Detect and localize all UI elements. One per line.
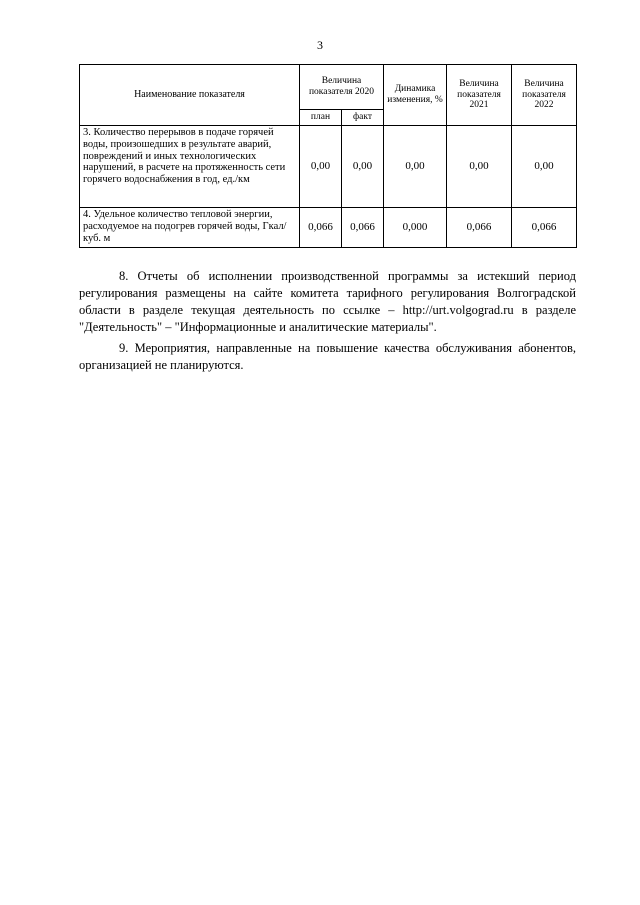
row-name: 3. Количество перерывов в подаче горячей воды, произошедших в результате аварий, повреждений и иных технологических нарушений, в расчете на протяженность сети горячего водоснабжения в год, ед./км xyxy=(80,126,300,208)
header-indicator-name: Наименование показателя xyxy=(80,65,300,126)
paragraph-8: 8. Отчеты об исполнении производственной программы за истекший период регулирования размещены на сайте комитета тарифного регулирования Волгоградской области в разделе текущая деятельность по ссылке – http://urt.volgograd.ru в разделе "Деятельность" – "Информационные и аналитические материалы". xyxy=(79,269,576,334)
header-value-2022: Величина показателя 2022 xyxy=(512,65,577,126)
cell-plan: 0,066 xyxy=(300,208,342,248)
cell-value-2021: 0,066 xyxy=(447,208,512,248)
cell-value-2022: 0,00 xyxy=(512,126,577,208)
cell-fact: 0,00 xyxy=(342,126,384,208)
cell-dynamics: 0,000 xyxy=(384,208,447,248)
cell-value-2021: 0,00 xyxy=(447,126,512,208)
table-row xyxy=(80,126,577,208)
row-name: 4. Удельное количество тепловой энергии, расходуемое на подогрев горячей воды, Гкал/куб. м xyxy=(80,208,300,248)
cell-dynamics: 0,00 xyxy=(384,126,447,208)
cell-plan: 0,00 xyxy=(300,126,342,208)
header-plan: план xyxy=(300,110,342,126)
indicators-table xyxy=(79,64,577,248)
header-dynamics: Динамика изменения, % xyxy=(384,65,447,126)
header-value-2021: Величина показателя 2021 xyxy=(447,65,512,126)
page-number: 3 xyxy=(317,38,323,52)
table-row xyxy=(80,208,577,248)
cell-value-2022: 0,066 xyxy=(512,208,577,248)
cell-fact: 0,066 xyxy=(342,208,384,248)
header-fact: факт xyxy=(342,110,384,126)
header-value-2020: Величина показателя 2020 xyxy=(300,65,384,110)
paragraph-9: 9. Мероприятия, направленные на повышение качества обслуживания абонентов, организацией не планируются. xyxy=(79,341,576,372)
